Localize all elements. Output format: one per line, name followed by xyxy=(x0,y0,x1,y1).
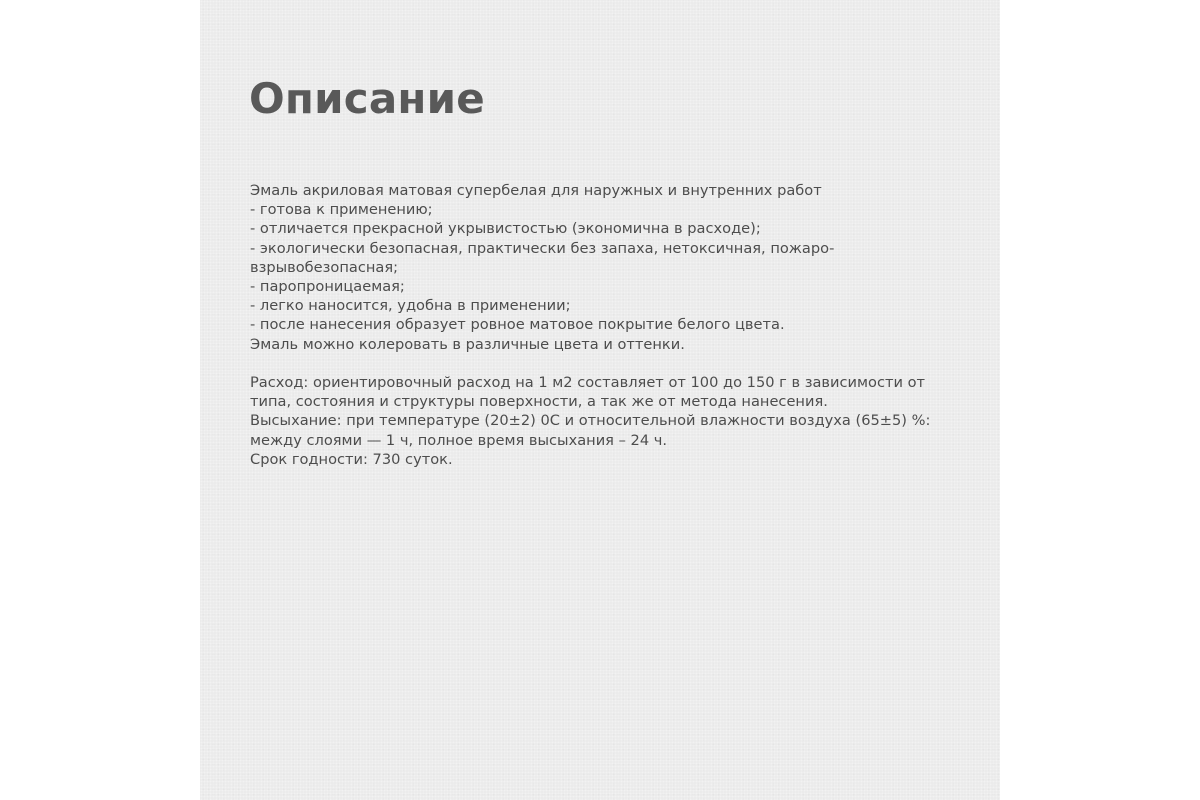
description-title: Описание xyxy=(249,74,485,123)
spec-line: Высыхание: при температуре (20±2) 0С и относительной влажности воздуха (65±5) %: xyxy=(250,412,931,430)
spec-line: между слоями — 1 ч, полное время высыхания – 24 ч. xyxy=(250,431,668,449)
intro-line: Эмаль акриловая матовая супербелая для наружных и внутренних работ xyxy=(250,182,822,199)
intro-line: - легко наносится, удобна в применении; xyxy=(250,297,571,315)
spec-line: Срок годности: 730 суток. xyxy=(250,450,453,468)
intro-line: - паропроницаемая; xyxy=(250,278,405,296)
intro-line: Эмаль можно колеровать в различные цвета и оттенки. xyxy=(250,335,685,353)
intro-line: - отличается прекрасной укрывистостью (экономична в расходе); xyxy=(250,220,761,238)
spec-line: типа, состояния и структуры поверхности, а так же от метода нанесения. xyxy=(250,393,828,411)
description-card xyxy=(200,0,1000,800)
description-body xyxy=(250,181,990,469)
spec-line: Расход: ориентировочный расход на 1 м2 составляет от 100 до 150 г в зависимости от xyxy=(250,374,926,392)
intro-line: - экологически безопасная, практически без запаха, нетоксичная, пожаро- xyxy=(250,239,835,257)
intro-line: - после нанесения образует ровное матовое покрытие белого цвета. xyxy=(250,316,785,334)
intro-line: взрывобезопасная; xyxy=(250,258,399,276)
intro-line: - готова к применению; xyxy=(250,201,433,219)
paragraph-gap xyxy=(250,354,990,373)
